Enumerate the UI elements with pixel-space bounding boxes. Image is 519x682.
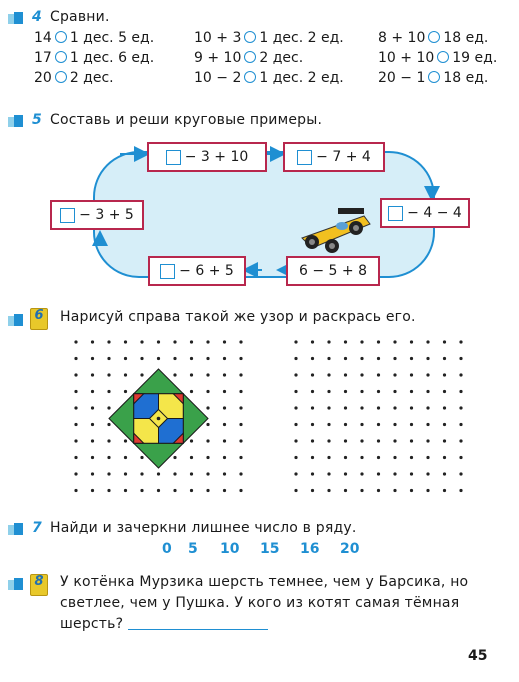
grid-dot (91, 373, 94, 376)
grid-dot (140, 340, 143, 343)
grid-dot (107, 357, 110, 360)
grid-dot (206, 489, 209, 492)
grid-dot (107, 340, 110, 343)
answer-square[interactable] (60, 208, 75, 223)
grid-dot (327, 423, 330, 426)
grid-dot (223, 406, 226, 409)
grid-dot (459, 406, 462, 409)
task5-title: Составь и реши круговые примеры. (50, 112, 323, 128)
answer-square[interactable] (297, 150, 312, 165)
grid-dot (173, 489, 176, 492)
grid-dot (74, 373, 77, 376)
grid-dot (239, 390, 242, 393)
sequence-number[interactable]: 16 (300, 541, 320, 557)
grid-dot (91, 489, 94, 492)
grid-dot (206, 456, 209, 459)
answer-line[interactable] (128, 629, 268, 630)
grid-dot (74, 340, 77, 343)
comparison-item (194, 30, 344, 46)
grid-dot (294, 489, 297, 492)
grid-dot (426, 406, 429, 409)
sequence-number[interactable]: 15 (260, 541, 280, 557)
grid-dot (377, 390, 380, 393)
grid-dot (74, 439, 77, 442)
grid-dot (124, 456, 127, 459)
grid-dot (173, 340, 176, 343)
comparison-circle[interactable] (437, 51, 449, 63)
grid-dot (393, 390, 396, 393)
grid-dot (360, 472, 363, 475)
grid-dot (410, 390, 413, 393)
task8-line3: шерсть? (60, 616, 124, 632)
grid-dot (190, 357, 193, 360)
grid-dot (157, 472, 160, 475)
grid-dot (459, 390, 462, 393)
grid-dot (206, 423, 209, 426)
grid-dot (410, 472, 413, 475)
grid-dot (107, 373, 110, 376)
grid-dot (360, 373, 363, 376)
grid-dot (443, 472, 446, 475)
comparison-left: 10 − 2 (194, 70, 242, 86)
grid-dot (91, 423, 94, 426)
pattern-triangle (109, 394, 134, 444)
comparison-right: 19 ед. (452, 50, 498, 66)
grid-dot (107, 390, 110, 393)
comparison-circle[interactable] (55, 31, 67, 43)
grid-dot (410, 340, 413, 343)
task8-line2: светлее, чем у Пушка. У кого из котят самая тёмная (60, 595, 460, 611)
grid-dot (426, 357, 429, 360)
comparison-right: 2 дес. (69, 70, 114, 86)
grid-dot (410, 406, 413, 409)
example-box-left: − 3 + 5 (50, 200, 144, 230)
task5-number: 5 (32, 112, 42, 128)
grid-dot (360, 390, 363, 393)
comparison-right: 1 дес. 2 ед. (259, 70, 344, 86)
task6-title: Нарисуй справа такой же узор и раскрась его. (60, 309, 416, 325)
grid-dot (206, 472, 209, 475)
grid-dot (294, 357, 297, 360)
grid-dot (344, 357, 347, 360)
comparison-left: 20 − 1 (378, 70, 426, 86)
grid-dot (311, 390, 314, 393)
comparison-item (34, 50, 154, 66)
grid-dot (459, 423, 462, 426)
grid-dot (426, 423, 429, 426)
grid-dot (223, 340, 226, 343)
grid-dot (124, 472, 127, 475)
task6-badge: 6 (30, 308, 48, 330)
grid-dot (107, 489, 110, 492)
grid-dot (459, 340, 462, 343)
comparison-item (378, 70, 488, 86)
grid-dot (157, 357, 160, 360)
grid-dot (124, 439, 127, 442)
task4-title: Сравни. (50, 9, 110, 25)
sequence-number[interactable]: 10 (220, 541, 240, 557)
grid-dot (377, 340, 380, 343)
grid-dot (344, 472, 347, 475)
comparison-right: 1 дес. 6 ед. (69, 50, 155, 66)
grid-dot (239, 373, 242, 376)
grid-dot (140, 357, 143, 360)
grid-dot (344, 390, 347, 393)
grid-dot (140, 373, 143, 376)
grid-dot (327, 373, 330, 376)
comparison-item (194, 50, 303, 66)
grid-dot (360, 340, 363, 343)
grid-dot (206, 406, 209, 409)
grid-dot (223, 423, 226, 426)
grid-dot (393, 423, 396, 426)
comparison-left: 17 (34, 50, 52, 66)
grid-dot (294, 340, 297, 343)
grid-dot (377, 472, 380, 475)
grid-dot (377, 357, 380, 360)
comparison-item (378, 30, 488, 46)
grid-dot (377, 406, 380, 409)
grid-dot (443, 390, 446, 393)
grid-dot (393, 489, 396, 492)
grid-dot (223, 357, 226, 360)
pattern-grids (0, 320, 519, 500)
grid-dot (344, 439, 347, 442)
grid-dot (377, 439, 380, 442)
grid-dot (344, 373, 347, 376)
grid-dot (360, 489, 363, 492)
comparison-right: 2 дес. (259, 50, 304, 66)
comparison-item (194, 70, 344, 86)
grid-dot (393, 472, 396, 475)
grid-dot (223, 472, 226, 475)
grid-dot (74, 472, 77, 475)
comparison-circle[interactable] (244, 31, 256, 43)
pattern-triangle (183, 394, 208, 444)
grid-dot (344, 489, 347, 492)
grid-dot (124, 340, 127, 343)
grid-dot (239, 406, 242, 409)
comparison-item (34, 30, 154, 46)
grid-dot (426, 489, 429, 492)
grid-dot (91, 390, 94, 393)
grid-dot (223, 439, 226, 442)
comparison-right: 1 дес. 2 ед. (259, 30, 344, 46)
grid-dot (294, 390, 297, 393)
grid-dot (294, 456, 297, 459)
answer-square[interactable] (388, 206, 403, 221)
comparison-right: 1 дес. 5 ед. (69, 30, 155, 46)
page-number: 45 (468, 648, 488, 664)
grid-dot (74, 489, 77, 492)
grid-dot (377, 373, 380, 376)
grid-dot (459, 373, 462, 376)
comparison-right: 18 ед. (443, 30, 489, 46)
sequence-number[interactable]: 0 (162, 541, 172, 557)
example-box-top-right: − 7 + 4 (283, 142, 385, 172)
grid-dot (459, 439, 462, 442)
grid-dot (344, 456, 347, 459)
grid-dot (239, 439, 242, 442)
grid-dot (410, 423, 413, 426)
grid-dot (360, 406, 363, 409)
grid-dot (223, 373, 226, 376)
grid-dot (107, 472, 110, 475)
grid-dot (190, 439, 193, 442)
grid-dot (206, 340, 209, 343)
grid-dot (410, 373, 413, 376)
example-box-bottom-right: 6 − 5 + 8 (286, 256, 380, 286)
grid-dot (173, 357, 176, 360)
grid-dot (140, 456, 143, 459)
grid-dot (239, 489, 242, 492)
grid-dot (173, 472, 176, 475)
grid-dot (294, 439, 297, 442)
task7-number: 7 (32, 520, 42, 536)
grid-dot (344, 423, 347, 426)
grid-dot (294, 423, 297, 426)
grid-dot (190, 456, 193, 459)
grid-dot (344, 340, 347, 343)
example-box-right: − 4 − 4 (380, 198, 470, 228)
answer-square[interactable] (160, 264, 175, 279)
grid-dot (107, 456, 110, 459)
grid-dot (393, 357, 396, 360)
grid-dot (377, 489, 380, 492)
comparison-circle[interactable] (428, 71, 440, 83)
grid-dot (393, 439, 396, 442)
grid-dot (443, 340, 446, 343)
grid-dot (459, 456, 462, 459)
comparison-circle[interactable] (55, 71, 67, 83)
grid-dot (377, 423, 380, 426)
comparison-left: 10 + 3 (194, 30, 242, 46)
grid-dot (294, 406, 297, 409)
grid-dot (239, 456, 242, 459)
grid-dot (206, 390, 209, 393)
grid-dot (190, 373, 193, 376)
task4-number: 4 (32, 9, 42, 25)
grid-dot (393, 456, 396, 459)
grid-dot (124, 357, 127, 360)
grid-dot (426, 439, 429, 442)
grid-dot (443, 373, 446, 376)
grid-dot (393, 373, 396, 376)
comparison-right: 18 ед. (443, 70, 489, 86)
colored-diamond-pattern (109, 369, 208, 468)
grid-dot (327, 456, 330, 459)
grid-dot (140, 472, 143, 475)
sequence-number[interactable]: 20 (340, 541, 360, 557)
grid-dot (327, 472, 330, 475)
comparison-left: 8 + 10 (378, 30, 426, 46)
grid-dot (190, 472, 193, 475)
answer-square[interactable] (166, 150, 181, 165)
grid-dot (206, 357, 209, 360)
example-box-bottom-left: − 6 + 5 (148, 256, 246, 286)
grid-dot (294, 472, 297, 475)
grid-dot (443, 489, 446, 492)
grid-dot (190, 489, 193, 492)
task8-line1: У котёнка Мурзика шерсть темнее, чем у Барсика, но (60, 574, 469, 590)
grid-dot (327, 439, 330, 442)
grid-dot (206, 439, 209, 442)
grid-dot (107, 439, 110, 442)
comparison-circle[interactable] (244, 71, 256, 83)
grid-dot (157, 489, 160, 492)
grid-dot (426, 390, 429, 393)
pattern-triangle (134, 369, 184, 394)
comparison-circle[interactable] (55, 51, 67, 63)
grid-dot (459, 357, 462, 360)
grid-dot (223, 489, 226, 492)
grid-dot (327, 406, 330, 409)
grid-dot (91, 340, 94, 343)
task4-marker (8, 12, 26, 24)
grid-dot (443, 456, 446, 459)
grid-dot (327, 390, 330, 393)
grid-dot (190, 340, 193, 343)
comparison-circle[interactable] (428, 31, 440, 43)
task8-marker (8, 578, 26, 590)
grid-dot (311, 373, 314, 376)
grid-dot (206, 373, 209, 376)
number-sequence (162, 541, 370, 557)
grid-dot (443, 406, 446, 409)
grid-dot (239, 472, 242, 475)
grid-dot (443, 423, 446, 426)
grid-dot (410, 489, 413, 492)
grid-dot (124, 373, 127, 376)
grid-dot (74, 406, 77, 409)
grid-dot (311, 489, 314, 492)
dot-grid-right[interactable] (294, 340, 462, 492)
task7-marker (8, 523, 26, 535)
grid-dot (410, 456, 413, 459)
grid-dot (91, 357, 94, 360)
grid-dot (91, 406, 94, 409)
comparison-circle[interactable] (244, 51, 256, 63)
grid-dot (327, 357, 330, 360)
grid-dot (239, 423, 242, 426)
grid-dot (311, 357, 314, 360)
grid-dot (327, 489, 330, 492)
grid-dot (426, 472, 429, 475)
grid-dot (443, 357, 446, 360)
grid-dot (311, 406, 314, 409)
grid-dot (393, 406, 396, 409)
grid-dot (410, 439, 413, 442)
task5-marker (8, 115, 26, 127)
grid-dot (360, 423, 363, 426)
comparison-left: 20 (34, 70, 52, 86)
task8-badge: 8 (30, 574, 48, 596)
grid-dot (223, 390, 226, 393)
grid-dot (426, 373, 429, 376)
grid-dot (426, 456, 429, 459)
grid-dot (239, 357, 242, 360)
grid-dot (190, 390, 193, 393)
grid-dot (459, 472, 462, 475)
grid-dot (107, 423, 110, 426)
task7-title: Найди и зачеркни лишнее число в ряду. (50, 520, 357, 536)
grid-dot (426, 340, 429, 343)
grid-dot (459, 489, 462, 492)
grid-dot (443, 439, 446, 442)
grid-dot (124, 489, 127, 492)
grid-dot (223, 456, 226, 459)
grid-dot (311, 340, 314, 343)
sequence-number[interactable]: 5 (188, 541, 198, 557)
grid-dot (360, 357, 363, 360)
grid-dot (360, 456, 363, 459)
grid-dot (91, 439, 94, 442)
grid-dot (74, 390, 77, 393)
pattern-triangle (134, 443, 184, 468)
comparison-left: 10 + 10 (378, 50, 435, 66)
grid-dot (91, 472, 94, 475)
comparison-item (34, 70, 114, 86)
grid-dot (311, 472, 314, 475)
grid-dot (124, 390, 127, 393)
grid-dot (360, 439, 363, 442)
grid-dot (311, 423, 314, 426)
grid-dot (173, 373, 176, 376)
grid-dot (74, 456, 77, 459)
comparison-left: 9 + 10 (194, 50, 242, 66)
comparison-item (378, 50, 497, 66)
example-box-top-left: − 3 + 10 (147, 142, 267, 172)
grid-dot (239, 340, 242, 343)
grid-dot (74, 423, 77, 426)
grid-dot (107, 406, 110, 409)
grid-dot (410, 357, 413, 360)
grid-dot (377, 456, 380, 459)
grid-dot (344, 406, 347, 409)
grid-dot (294, 373, 297, 376)
grid-dot (74, 357, 77, 360)
grid-dot (173, 456, 176, 459)
grid-dot (311, 456, 314, 459)
grid-dot (157, 340, 160, 343)
grid-dot (327, 340, 330, 343)
grid-dot (311, 439, 314, 442)
comparison-left: 14 (34, 30, 52, 46)
grid-dot (393, 340, 396, 343)
grid-dot (91, 456, 94, 459)
grid-dot (140, 489, 143, 492)
